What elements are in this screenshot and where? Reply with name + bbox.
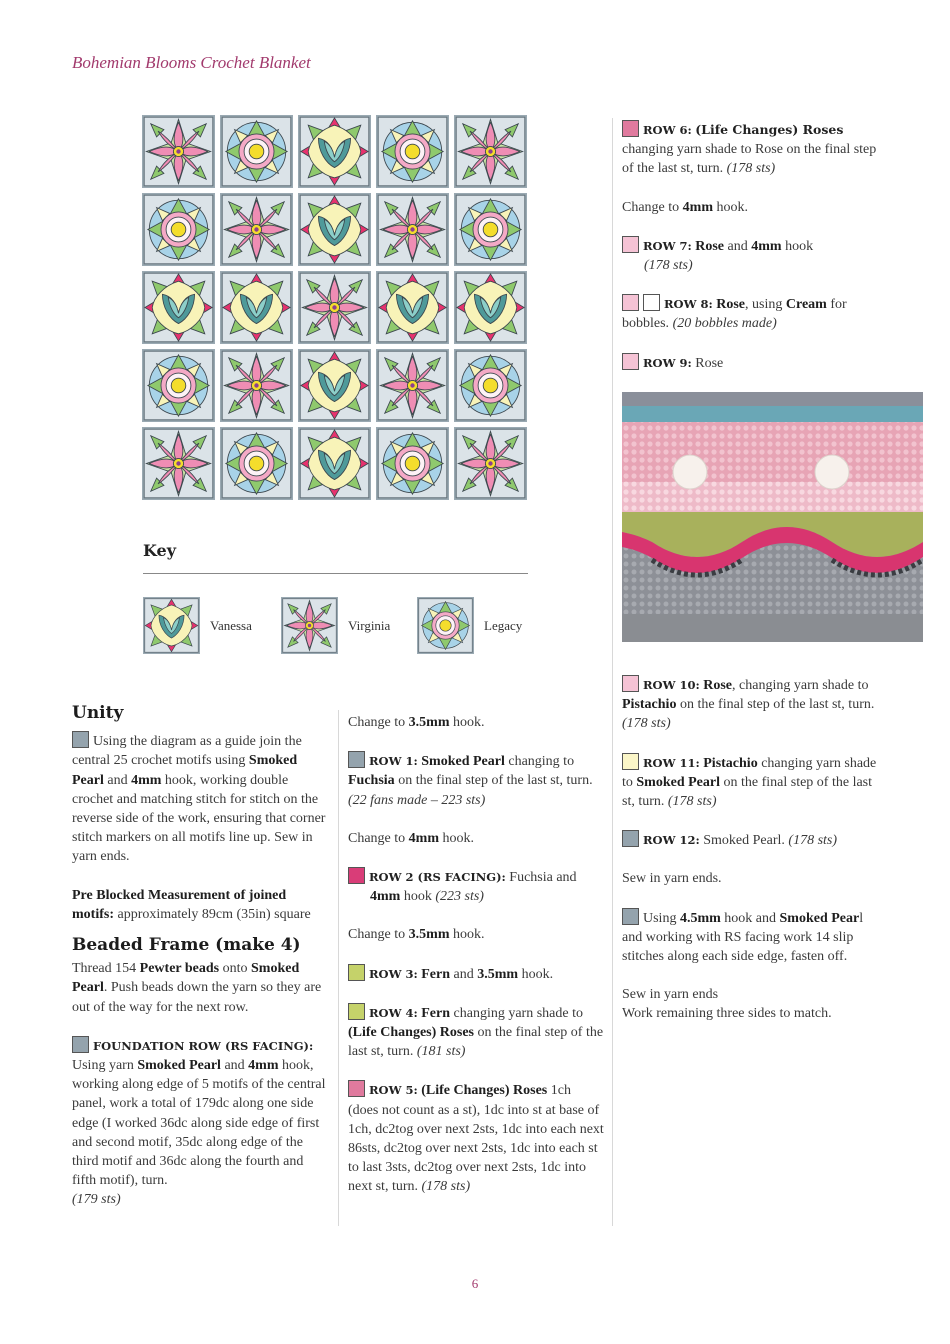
page-number: 6 <box>471 1276 479 1291</box>
document-title: Bohemian Blooms Crochet Blanket <box>72 53 311 72</box>
vanessa-motif-tile <box>298 115 371 188</box>
legacy-motif-tile <box>220 115 293 188</box>
virginia-motif-tile <box>454 115 527 188</box>
row-2: ROW 2 (RS FACING): Fuchsia and 4mm hook (223 sts) <box>348 867 604 906</box>
rose-swatch <box>622 353 639 370</box>
change-hook-4mm: Change to 4mm hook. <box>348 830 474 846</box>
key-item-legacy <box>417 596 522 655</box>
virginia-motif-tile <box>376 349 449 422</box>
row-4: ROW 4: Fern changing yarn shade to (Life Changes) Roses on the final step of the last st, turn. (181 sts) <box>348 1003 604 1062</box>
left-column <box>72 704 330 1229</box>
motif-layout-diagram <box>142 115 528 501</box>
row-10: ROW 10: Rose, changing yarn shade to Pistachio on the final step of the last st, turn. (178 sts) <box>622 675 880 734</box>
vanessa-motif-tile <box>220 271 293 344</box>
crochet-border-photo <box>622 392 923 642</box>
key-label-legacy: Legacy <box>484 617 523 633</box>
row-7: ROW 7: Rose and 4mm hook (178 sts) <box>622 236 880 275</box>
fern-swatch <box>348 1003 365 1020</box>
slip-stitch-edge: Using 4.5mm hook and Smoked Pearl and working with RS facing work 14 slip stitches along each side edge, fasten off. <box>622 908 880 967</box>
legacy-motif-tile <box>220 427 293 500</box>
row-9: ROW 9: Rose <box>622 353 880 373</box>
key-label-vanessa: Vanessa <box>210 617 252 633</box>
change-hook-3-5mm-2: Change to 3.5mm hook. <box>348 927 485 943</box>
smoked-pearl-swatch <box>348 751 365 768</box>
column-divider-left <box>338 710 339 1226</box>
virginia-motif-tile <box>454 427 527 500</box>
roses-swatch <box>622 120 639 137</box>
smoked-pearl-swatch <box>72 1036 89 1053</box>
sew-in-ends: Sew in yarn ends. <box>622 871 722 887</box>
middle-column <box>348 713 604 1216</box>
virginia-motif-tile <box>142 115 215 188</box>
vanessa-motif-tile <box>298 427 371 500</box>
vanessa-motif-tile <box>376 271 449 344</box>
rose-swatch <box>622 675 639 692</box>
rose-swatch <box>622 294 639 311</box>
legacy-motif-tile <box>142 193 215 266</box>
pistachio-swatch <box>622 753 639 770</box>
right-column-bottom <box>622 675 880 1043</box>
legacy-motif-tile <box>376 115 449 188</box>
smoked-pearl-swatch <box>622 830 639 847</box>
key-label-virginia: Virginia <box>348 617 391 633</box>
final-instructions: Sew in yarn ends Work remaining three sides to match. <box>622 987 832 1022</box>
legacy-motif-tile <box>454 349 527 422</box>
smoked-pearl-swatch <box>72 731 89 748</box>
beaded-frame-intro: Thread 154 Pewter beads onto Smoked Pearl. Push beads down the yarn so they are out of the way for the next row. <box>72 961 322 1015</box>
fern-swatch <box>348 964 365 981</box>
key-divider <box>143 573 528 574</box>
column-divider-right <box>612 118 613 1226</box>
crochet-photo-illustration <box>622 392 923 642</box>
vanessa-motif-tile <box>298 193 371 266</box>
change-hook-4mm-right: Change to 4mm hook. <box>622 199 748 215</box>
row-5: ROW 5: (Life Changes) Roses 1ch (does not count as a st), 1dc into st at base of 1ch, dc2tog over next 2sts, 1dc into each next 86sts, dc2tog over next 2sts, 1dc into each st to last 3sts, dc2tog over next 2sts, 1dc into next st, turn. (178 sts) <box>348 1080 604 1196</box>
roses-swatch <box>348 1080 365 1097</box>
row-3: ROW 3: Fern and 3.5mm hook. <box>348 964 604 984</box>
legacy-motif-tile <box>376 427 449 500</box>
vanessa-motif-tile <box>298 349 371 422</box>
virginia-motif-tile <box>376 193 449 266</box>
vanessa-motif-icon <box>143 597 200 654</box>
cream-swatch <box>643 294 660 311</box>
vanessa-motif-tile <box>454 271 527 344</box>
measurement-paragraph: Pre Blocked Measurement of joined motifs: approximately 89cm (35in) square <box>72 887 311 922</box>
row-8: ROW 8: Rose, using Cream for bobbles. (20 bobbles made) <box>622 294 880 333</box>
virginia-motif-tile <box>142 427 215 500</box>
key-heading: Key <box>143 541 177 560</box>
vanessa-motif-tile <box>142 271 215 344</box>
beaded-frame-heading: Beaded Frame (make 4) <box>72 935 301 956</box>
fuchsia-swatch <box>348 867 365 884</box>
change-hook-3-5mm: Change to 3.5mm hook. <box>348 715 485 730</box>
row-6: ROW 6: (Life Changes) Roses changing yarn shade to Rose on the final step of the last st, turn. (178 sts) <box>622 122 877 177</box>
virginia-motif-icon <box>281 597 338 654</box>
rose-swatch <box>622 236 639 253</box>
virginia-motif-tile <box>220 349 293 422</box>
legacy-motif-tile <box>454 193 527 266</box>
unity-heading: Unity <box>72 703 124 723</box>
row-1: ROW 1: Smoked Pearl changing to Fuchsia on the final step of the last st, turn. (22 fans made – 223 sts) <box>348 751 604 810</box>
smoked-pearl-swatch <box>622 908 639 925</box>
key-item-virginia <box>281 596 390 655</box>
foundation-row: FOUNDATION ROW (RS FACING): Using yarn Smoked Pearl and 4mm hook, working along edge of 5 motifs of the central panel, work a total of 179dc along one side edge (I worked 36dc along side edge of first and second motif, 35dc along edge of the third motif and 36dc along the fourth and fifth motif), turn. (179 sts) <box>72 1036 330 1210</box>
row-12: ROW 12: Smoked Pearl. (178 sts) <box>622 830 880 850</box>
virginia-motif-tile <box>298 271 371 344</box>
legacy-motif-tile <box>142 349 215 422</box>
row-11: ROW 11: Pistachio changing yarn shade to Smoked Pearl on the final step of the last st, turn. (178 sts) <box>622 753 880 812</box>
key-item-vanessa <box>143 596 252 655</box>
right-column-top <box>622 120 880 392</box>
legacy-motif-icon <box>417 597 474 654</box>
virginia-motif-tile <box>220 193 293 266</box>
unity-paragraph: Using the diagram as a guide join the central 25 crochet motifs using Smoked Pearl and 4mm hook, working double crochet and matching stitch for stitch on the reverse side of the work, ensuring that corner stitch markers on all motifs line up. Sew in yarn ends. <box>72 731 330 866</box>
